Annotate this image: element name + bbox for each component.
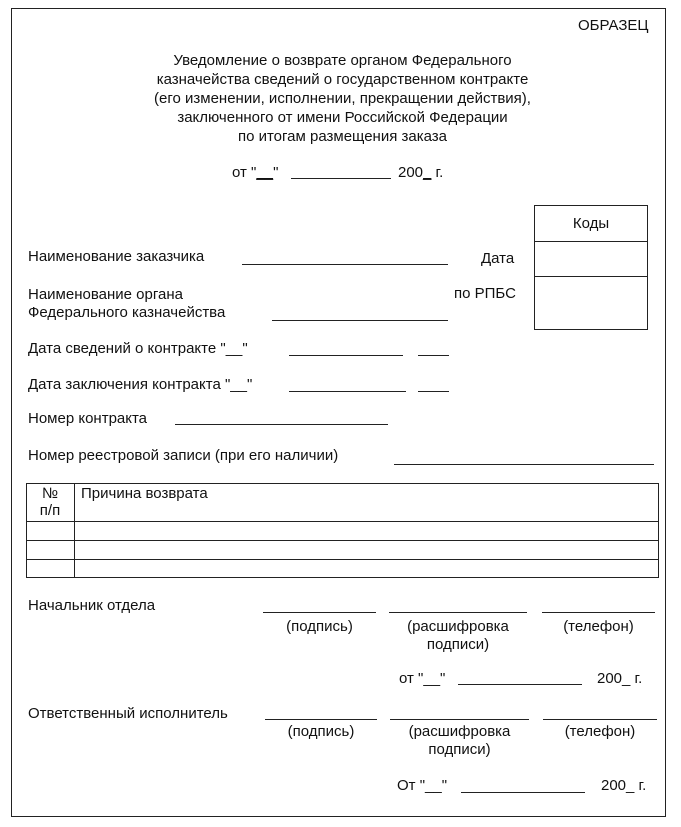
title-line: (его изменении, исполнении, прекращении действия), [154, 90, 531, 107]
title-line: казначейства сведений о государственном контракте [156, 71, 529, 88]
registry-record-label: Номер реестровой записи (при его наличии) [28, 447, 339, 464]
table-row[interactable] [76, 561, 657, 577]
codes-rpbs-label: по РПБС [454, 285, 516, 302]
treasury-blank[interactable] [272, 320, 448, 321]
signature-caption: (подпись) [287, 723, 355, 740]
codes-divider [534, 241, 648, 242]
executor-date-prefix: От "__" [397, 777, 448, 794]
executor-date-year: 200_ г. [601, 777, 647, 794]
table-row[interactable] [76, 523, 657, 539]
table-row-divider [26, 521, 659, 522]
decryption-caption-line2: подписи) [426, 636, 490, 653]
contract-number-label: Номер контракта [28, 410, 148, 427]
contract-number-blank[interactable] [175, 424, 388, 425]
phone-caption: (телефон) [564, 723, 636, 740]
phone-caption: (телефон) [563, 618, 634, 635]
table-row-divider [26, 540, 659, 541]
table-column-divider [74, 483, 75, 578]
date-prefix: от "__" [232, 164, 279, 181]
executor-decryption-blank[interactable] [390, 719, 529, 720]
table-row-divider [26, 559, 659, 560]
contract-info-month-blank[interactable] [289, 355, 403, 356]
contract-info-year-blank[interactable] [418, 355, 449, 356]
table-header-num-line2: п/п [39, 502, 61, 519]
table-header-num-line1: № [41, 485, 59, 502]
title-line: заключенного от имени Российской Федерации [177, 109, 508, 126]
customer-blank[interactable] [242, 264, 448, 265]
title-line: по итогам размещения заказа [237, 128, 448, 145]
decryption-caption-line1: (расшифровка [407, 618, 509, 635]
executor-phone-blank[interactable] [543, 719, 657, 720]
table-row[interactable] [76, 542, 657, 558]
decryption-caption-line2: подписи) [428, 741, 491, 758]
title-line: Уведомление о возврате органом Федерального [173, 52, 512, 69]
date-month-blank[interactable] [291, 178, 391, 179]
codes-date-label: Дата [481, 250, 515, 267]
customer-label: Наименование заказчика [28, 248, 205, 265]
head-decryption-blank[interactable] [389, 612, 527, 613]
treasury-label-line2: Федерального казначейства [28, 304, 226, 321]
codes-header: Коды [572, 215, 610, 232]
codes-date-cell[interactable] [536, 243, 646, 275]
decryption-caption-line1: (расшифровка [408, 723, 511, 740]
head-date-year: 200_ г. [597, 670, 643, 687]
registry-record-blank[interactable] [394, 464, 654, 465]
head-phone-blank[interactable] [542, 612, 655, 613]
executor-signature-blank[interactable] [265, 719, 377, 720]
head-date-month-blank[interactable] [458, 684, 582, 685]
sample-stamp: ОБРАЗЕЦ [578, 17, 649, 34]
contract-conclusion-month-blank[interactable] [289, 391, 406, 392]
head-of-department-label: Начальник отдела [28, 597, 156, 614]
contract-info-date-label: Дата сведений о контракте "__" [28, 340, 248, 357]
head-date-prefix: от "__" [399, 670, 446, 687]
contract-conclusion-year-blank[interactable] [418, 391, 449, 392]
codes-divider [534, 276, 648, 277]
treasury-label-line1: Наименование органа [28, 286, 183, 303]
executor-date-month-blank[interactable] [461, 792, 585, 793]
head-signature-blank[interactable] [263, 612, 376, 613]
codes-rpbs-cell[interactable] [536, 278, 646, 328]
date-year: 200_ г. [398, 164, 444, 181]
executor-label: Ответственный исполнитель [28, 705, 228, 722]
contract-conclusion-date-label: Дата заключения контракта "__" [28, 376, 253, 393]
table-header-reason: Причина возврата [81, 485, 208, 502]
document-title [100, 51, 585, 146]
signature-caption: (подпись) [286, 618, 353, 635]
